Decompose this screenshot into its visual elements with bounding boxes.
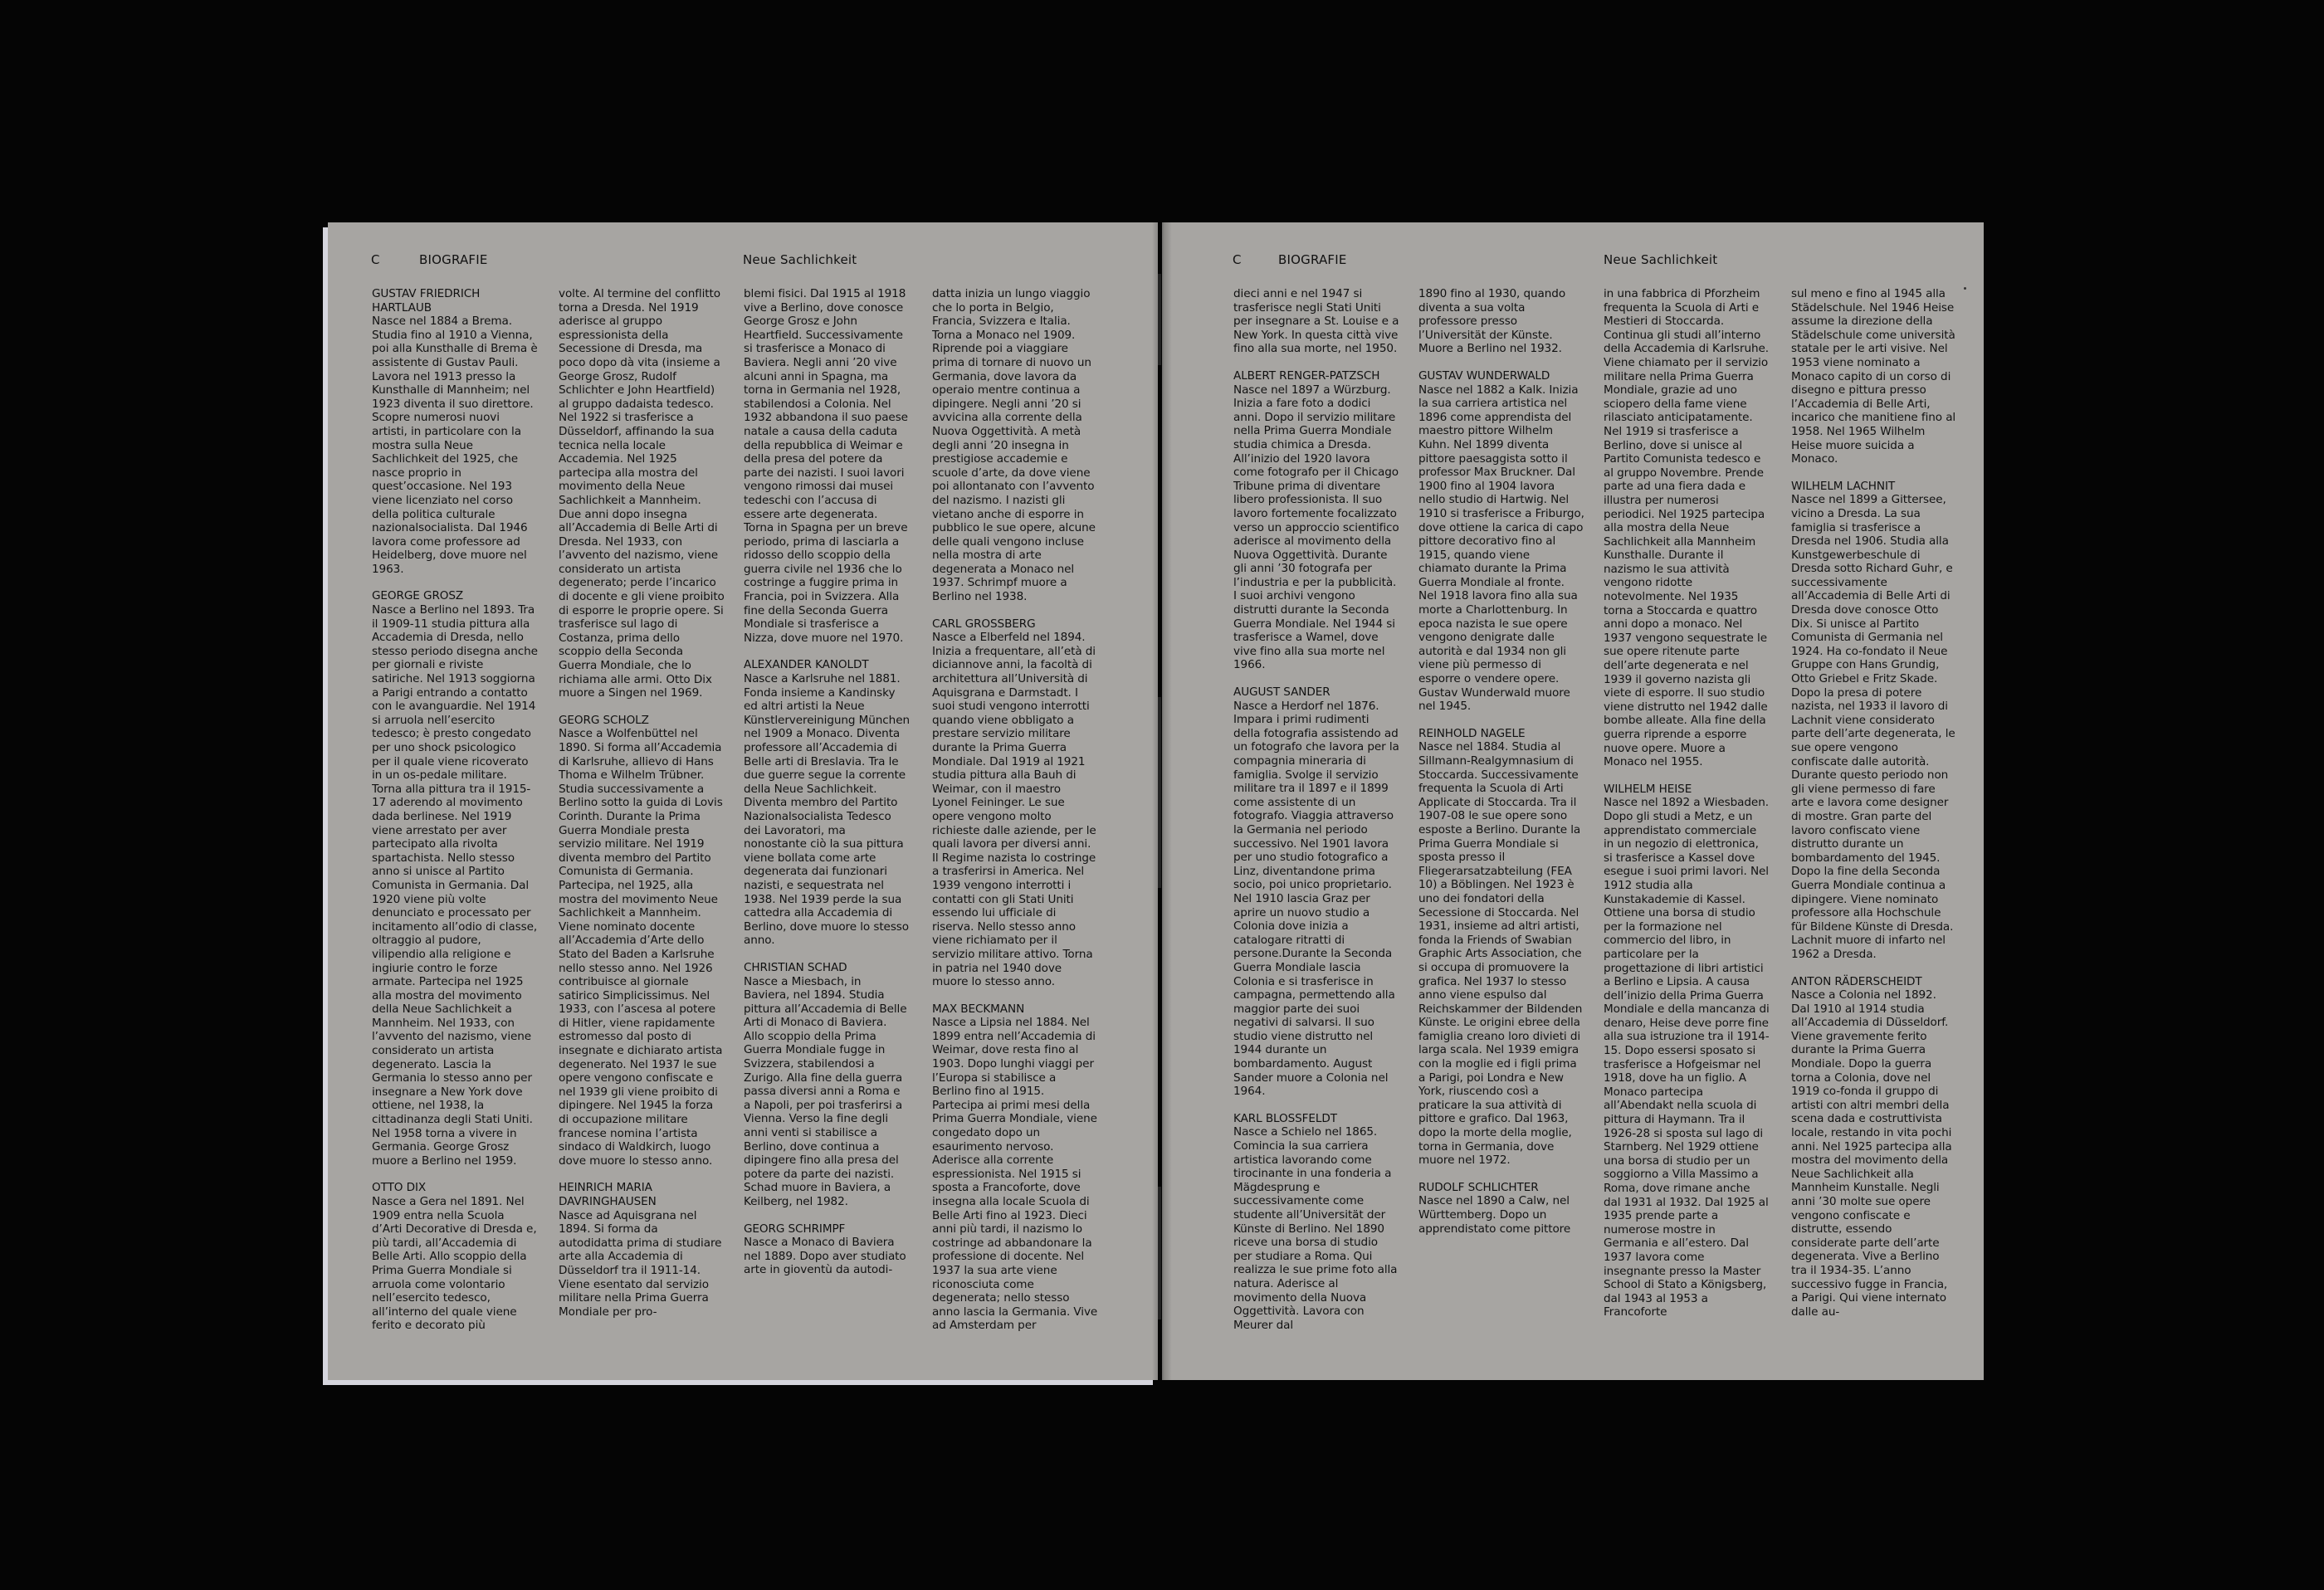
text-column: [932, 287, 1098, 1358]
biography-paragraph: GEORG SCHRIMPF Nasce a Monaco di Baviera nel 1889. Dopo aver studiato arte in gioventù da autodi-: [744, 1222, 906, 1277]
biography-paragraph: sul meno e fino al 1945 alla Städelschule. Nel 1946 Heise assume la direzione della Städelschule come università statale per le arti visive. Nel 1953 viene nominato a Monaco capito di un corso di disegno e pittura presso l’Accademia di Belle Arti, incarico che manitiene fino al 1958. Nel 1965 Wilhelm Heise muore suicida a Monaco.: [1791, 287, 1956, 466]
biography-paragraph: REINHOLD NAGELE Nasce nel 1884. Studia al Sillmann-Realgymnasium di Stoccarda. Successivamente frequenta la Scuola di Arti Applicate di Stoccarda. Tra il 1907-08 le sue opere sono esposte a Berlino. Durante la Prima Guerra Mondiale si sposta presso il Fliegerarsatzabteilung (FEA 10) a Böblingen. Nel 1923 è uno dei fondatori della Secessione di Stoccarda. Nel 1931, insieme ad altri artisti, fonda la Friends of Swabian Graphic Arts Association, che si occupa di promuovere la grafica. Nel 1937 lo stesso anno viene espulso dal Reichskammer der Bildenden Künste. Le origini ebree della famiglia creano loro divieti di larga scala. Nel 1939 emigra con la moglie ed i figli prima a Parigi, poi Londra e New York, riuscendo così a praticare la sua attività di pittore e grafico. Dal 1963, dopo la morte della moglie, torna in Germania, dove muore nel 1972.: [1418, 726, 1583, 1168]
biography-paragraph: blemi fisici. Dal 1915 al 1918 vive a Berlino, dove conosce George Grosz e John Heartfield. Successivamente si trasferisce a Monaco di Baviera. Negli anni ’20 vive alcuni anni in Spagna, ma torna in Germania nel 1928, stabilendosi a Colonia. Nel 1932 abbandona il suo paese natale a causa della caduta della repubblica di Weimar e della presa del potere da parte dei nazisti. I suoi lavori vengono rimossi dai musei tedeschi con l’accusa di essere arte degenerata. Torna in Spagna per un breve periodo, prima di lasciarla a ridosso dello scoppio della guerra civile nel 1936 che lo costringe a fuggire prima in Francia, poi in Svizzera. Alla fine della Seconda Guerra Mondiale si trasferisce a Nizza, dove muore nel 1970.: [744, 287, 908, 645]
biography-paragraph: volte. Al termine del conflitto torna a Dresda. Nel 1919 aderisce al gruppo espressionista della Secessione di Dresda, ma poco dopo dà vita (insieme a George Grosz, Rudolf Schlichter e John Heartfield) al gruppo dadaista tedesco. Nel 1922 si trasferisce a Düsseldorf, affinando la sua tecnica nella locale Accademia. Nel 1925 partecipa alla mostra del movimento della Neue Sachlichkeit a Mannheim. Due anni dopo insegna all’Accademia di Belle Arti di Dresda. Nel 1933, con l’avvento del nazismo, viene considerato un artista degenerato; perde l’incarico di docente e gli viene proibito di esporre le proprie opere. Si trasferisce sul lago di Costanza, prima dello scoppio della Seconda Guerra Mondiale, che lo richiama alle armi. Otto Dix muore a Singen nel 1969.: [559, 287, 725, 700]
text-column: [1604, 287, 1770, 1358]
staple: [1158, 1187, 1161, 1319]
biography-paragraph: HEINRICH MARIA DAVRINGHAUSEN Nasce ad Aquisgrana nel 1894. Si forma da autodidatta prima di studiare arte alla Accademia di Düsseldorf tra il 1911-14. Viene esentato dal servizio militare nella Prima Guerra Mondiale per pro-: [559, 1181, 722, 1319]
biography-paragraph: CARL GROSSBERG Nasce a Elberfeld nel 1894. Inizia a frequentare, all’età di diciannove anni, la facoltà di architettura all’Università di Aquisgrana e Darmstadt. I suoi studi vengono interrotti quando viene obbligato a prestare servizio militare durante la Prima Guerra Mondiale. Dal 1919 al 1921 studia pittura alla Bauh di Weimar, con il maestro Lyonel Feininger. Le sue opere vengono molto richieste dalle aziende, per le quali lavora per diversi anni. Il Regime nazista lo costringe a trasferirsi in America. Nel 1939 vengono interrotti i contatti con gli Stati Uniti essendo lui ufficiale di riserva. Nello stesso anno viene richiamato per il servizio militare attivo. Torna in patria nel 1940 dove muore lo stesso anno.: [932, 617, 1096, 989]
biography-paragraph: CHRISTIAN SCHAD Nasce a Miesbach, in Baviera, nel 1894. Studia pittura all’Accademia di Belle Arti di Monaco di Baviera. Allo scoppio della Prima Guerra Mondiale fugge in Svizzera, stabilendosi a Zurigo. Alla fine della guerra passa diversi anni a Roma e a Napoli, per poi trasferirsi a Vienna. Verso la fine degli anni venti si stabilisce a Berlino, dove continua a dipingere fino alla presa del potere da parte dei nazisti. Schad muore in Baviera, a Keilberg, nel 1982.: [744, 960, 907, 1208]
biography-paragraph: ANTON RÄDERSCHEIDT Nasce a Colonia nel 1892. Dal 1910 al 1914 studia all’Accademia di Düsseldorf. Viene gravemente ferito durante la Prima Guerra Mondiale. Dopo la guerra torna a Colonia, dove nel 1919 co-fonda il gruppo di artisti con altri membri della scena dada e costruttivista locale, restando in vita pochi anni. Nel 1925 partecipa alla mostra del movimento della Neue Sachlichkeit alla Mannheim Kunstalle. Negli anni ’30 molte sue opere vengono confiscate e distrutte, essendo considerate parte dell’arte degenerata. Vive a Berlino tra il 1934-35. L’anno successivo fugge in Francia, a Parigi. Qui viene internato dalle au-: [1791, 974, 1952, 1319]
biography-paragraph: ALBERT RENGER-PATZSCH Nasce nel 1897 a Würzburg. Inizia a fare foto a dodici anni. Dopo il servizio militare nella Prima Guerra Mondiale studia chimica a Dresda. All’inizio del 1920 lavora come fotografo per il Chicago Tribune prima di diventare libero professionista. Il suo lavoro fortemente focalizzato verso un approccio scientifico aderisce al movimento della Nuova Oggettività. Durante gli anni ’30 fotografa per l’industria e per la pubblicità. I suoi archivi vengono distrutti durante la Seconda Guerra Mondiale. Nel 1944 si trasferisce a Wamel, dove vive fino alla sua morte nel 1966.: [1233, 368, 1399, 672]
text-column: [744, 287, 910, 1358]
staple: [1158, 274, 1161, 365]
biography-paragraph: GEORG SCHOLZ Nasce a Wolfenbüttel nel 1890. Si forma all’Accademia di Karlsruhe, allievo di Hans Thoma e Wilhelm Trübner. Studia successivamente a Berlino sotto la guida di Lovis Corinth. Durante la Prima Guerra Mondiale presta servizio militare. Nel 1919 diventa membro del Partito Comunista di Germania. Partecipa, nel 1925, alla mostra del movimento Neue Sachlichkeit a Mannheim. Viene nominato docente all’Accademia d’Arte dello Stato del Baden a Karlsruhe nello stesso anno. Nel 1926 contribuisce al giornale satirico Simplicissimus. Nel 1933, con l’ascesa al potere di Hitler, viene rapidamente estromesso dal posto di insegnate e dichiarato artista degenerato. Nel 1937 le sue opere vengono confiscate e nel 1939 gli viene proibito di dipingere. Nel 1945 la forza di occupazione militare francese nomina l’artista sindaco di Waldkirch, luogo dove muore lo stesso anno.: [559, 713, 723, 1168]
biography-paragraph: dieci anni e nel 1947 si trasferisce negli Stati Uniti per insegnare a St. Louise e a New York. In questa città vive fino alla sua morte, nel 1950.: [1233, 287, 1399, 356]
biography-paragraph: GEORGE GROSZ Nasce a Berlino nel 1893. Tra il 1909-11 studia pittura alla Accademia di Dresda, nello stesso periodo disegna anche per giornali e riviste satiriche. Nel 1913 soggiorna a Parigi entrando a contatto con le avanguardie. Nel 1914 si arruola nell’esercito tedesco; è presto congedato per uno shock psicologico per il quale viene ricoverato in un os-pedale militare. Torna alla pittura tra il 1915-17 aderendo al movimento dada berlinese. Nel 1919 viene arrestato per aver partecipato alla rivolta spartachista. Nello stesso anno si unisce al Partito Comunista in Germania. Dal 1920 viene più volte denunciato e processato per incitamento all’odio di classe, oltraggio al pudore, vilipendio alla religione e ingiurie contro le forze armate. Partecipa nel 1925 alla mostra del movimento della Neue Sachlichkeit a Mannheim. Nel 1933, con l’avvento del nazismo, viene considerato un artista degenerato. Lascia la Germania lo stesso anno per insegnare a New York dove ottiene, nel 1938, la cittadinanza degli Stati Uniti. Nel 1958 torna a vivere in Germania. George Grosz muore a Berlino nel 1959.: [372, 589, 538, 1168]
biography-paragraph: datta inizia un lungo viaggio che lo porta in Belgio, Francia, Svizzera e Italia. Torna a Monaco nel 1909. Riprende poi a viaggiare prima di tornare di nuovo un Germania, dove lavora da operaio mentre continua a dipingere. Negli anni ’20 si avvicina alla corrente della Nuova Oggettività. A metà degli anni ’20 insegna in prestigiose accademie e scuole d’arte, da dove viene poi allontanato con l’avvento del nazismo. I nazisti gli vietano anche di esporre in pubblico le sue opere, alcune delle quali vengono incluse nella mostra di arte degenerata a Monaco nel 1937. Schrimpf muore a Berlino nel 1938.: [932, 287, 1096, 604]
page-speck: [1964, 287, 1966, 290]
biography-paragraph: WILHELM LACHNIT Nasce nel 1899 a Gittersee, vicino a Dresda. La sua famiglia si trasferisce a Dresda nel 1906. Studia alla Kunstgewerbeschule di Dresda sotto Richard Guhr, e successivamente all’Accademia di Belle Arti di Dresda dove conosce Otto Dix. Si unisce al Partito Comunista di Germania nel 1924. Ha co-fondato il Neue Gruppe con Hans Grundig, Otto Griebel e Fritz Skade. Dopo la presa di potere nazista, nel 1933 il lavoro di Lachnit viene considerato parte dell’arte degenerata, le sue opere vengono confiscate dalle autorità. Durante questo periodo non gli viene permesso di fare arte e lavora come designer di mostre. Gran parte del lavoro confiscato viene distrutto durante un bombardamento del 1945. Dopo la fine della Seconda Guerra Mondiale continua a dipingere. Viene nominato professore alla Hochschule für Bildene Künste di Dresda. Lachnit muore di infarto nel 1962 a Dresda.: [1791, 479, 1955, 961]
book-gutter: [1152, 222, 1172, 1380]
biography-paragraph: 1890 fino al 1930, quando diventa a sua volta professore presso l’Universität der Künste. Muore a Berlino nel 1932.: [1418, 287, 1566, 356]
text-column: [1791, 287, 1957, 1358]
biography-paragraph: ALEXANDER KANOLDT Nasce a Karlsruhe nel 1881. Fonda insieme a Kandinsky ed altri artisti la Neue Künstlervereinigung München nel 1909 a Monaco. Diventa professore all’Accademia di Belle arti di Breslavia. Tra le due guerre segue la corrente della Neue Sachlichkeit. Diventa membro del Partito Nazionalsocialista Tedesco dei Lavoratori, ma nonostante ciò la sua pittura viene bollata come arte degenerata dai funzionari nazisti, e sequestrata nel 1938. Nel 1939 perde la sua cattedra alla Accademia di Berlino, dove muore lo stesso anno.: [744, 658, 910, 948]
staple: [1158, 697, 1161, 888]
right-page: [1162, 222, 1984, 1380]
biography-paragraph: OTTO DIX Nasce a Gera nel 1891. Nel 1909 entra nella Scuola d’Arti Decorative di Dresda e, più tardi, all’Accademia di Belle Arti. Allo scoppio della Prima Guerra Mondiale si arruola come volontario nell’esercito tedesco, all’interno del quale viene ferito e decorato più: [372, 1181, 537, 1333]
biography-paragraph: AUGUST SANDER Nasce a Herdorf nel 1876. Impara i primi rudimenti della fotografia assistendo ad un fotografo che lavora per la compagnia mineraria di famiglia. Svolge il servizio militare tra il 1897 e il 1899 come assistente di un fotografo. Viaggia attraverso la Germania nel periodo successivo. Nel 1901 lavora per uno studio fotografico a Linz, diventandone prima socio, poi unico proprietario. Nel 1910 lascia Graz per aprire un nuovo studio a Colonia dove inizia a catalogare ritratti di persone.Durante la Seconda Guerra Mondiale lascia Colonia e si trasferisce in campagna, permettendo alla maggior parte dei suoi negativi di salvarsi. Il suo studio viene distrutto nel 1944 durante un bombardamento. August Sander muore a Colonia nel 1964.: [1233, 685, 1399, 1099]
header-title: Neue Sachlichkeit: [1604, 252, 1718, 267]
header-section: BIOGRAFIE: [419, 252, 488, 267]
header-section: BIOGRAFIE: [1278, 252, 1347, 267]
header-title: Neue Sachlichkeit: [743, 252, 857, 267]
biography-paragraph: GUSTAV FRIEDRICH HARTLAUB Nasce nel 1884 a Brema. Studia fino al 1910 a Vienna, poi alla Kunsthalle di Brema è assistente di Gustav Pauli. Lavora nel 1913 presso la Kunsthalle di Mannheim; nel 1923 diventa il suo direttore. Scopre numerosi nuovi artisti, in particolare con la mostra sulla Neue Sachlichkeit del 1925, che nasce proprio in quest’occasione. Nel 193 viene licenziato nel corso della politica culturale nazionalsocialista. Dal 1946 lavora come professore ad Heidelberg, dove muore nel 1963.: [372, 287, 538, 576]
biography-paragraph: RUDOLF SCHLICHTER Nasce nel 1890 a Calw, nel Württemberg. Dopo un apprendistato come pittore: [1418, 1180, 1571, 1236]
biography-paragraph: KARL BLOSSFELDT Nasce a Schielo nel 1865. Comincia la sua carriera artistica lavorando come tirocinante in una fonderia a Mägdesprung e successivamente come studente all’Universität der Künste di Berlino. Nel 1890 riceve una borsa di studio per studiare a Roma. Qui realizza le sue prime foto alla natura. Aderisce al movimento della Nuova Oggettività. Lavora con Meurer dal: [1233, 1111, 1398, 1332]
text-column: [1418, 287, 1584, 1358]
text-column: [372, 287, 538, 1358]
biography-paragraph: MAX BECKMANN Nasce a Lipsia nel 1884. Nel 1899 entra nell’Accademia di Weimar, dove resta fino al 1903. Dopo lunghi viaggi per l’Europa si stabilisce a Berlino fino al 1915. Partecipa ai primi mesi della Prima Guerra Mondiale, viene congedato dopo un esaurimento nervoso. Aderisce alla corrente espressionista. Nel 1915 si sposta a Francoforte, dove insegna alla locale Scuola di Belle Arti fino al 1923. Dieci anni più tardi, il nazismo lo costringe ad abbandonare la professione di docente. Nel 1937 la sua arte viene riconosciuta come degenerata; nello stesso anno lascia la Germania. Vive ad Amsterdam per: [932, 1002, 1098, 1333]
text-column: [1233, 287, 1399, 1358]
biography-paragraph: in una fabbrica di Pforzheim frequenta la Scuola di Arti e Mestieri di Stoccarda. Continua gli studi all’interno della Accademia di Karlsruhe. Viene chiamato per il servizio militare nella Prima Guerra Mondiale, grazie ad uno sciopero della fame viene rilasciato anticipatamente. Nel 1919 si trasferisce a Berlino, dove si unisce al Partito Comunista tedesco e al gruppo Novembre. Prende parte ad una fiera dada e illustra per numerosi periodici. Nel 1925 partecipa alla mostra della Neue Sachlichkeit alla Mannheim Kunsthalle. Durante il nazismo le sua attività vengono ridotte notevolmente. Nel 1935 torna a Stoccarda e quattro anni dopo a monaco. Nel 1937 vengono sequestrate le sue opere ritenute parte dell’arte degenerata e nel 1939 il governo nazista gli viete di esporre. Il suo studio viene distrutto nel 1942 dalle bombe alleate. Alla fine della guerra riprende a esporre nuove opere. Muore a Monaco nel 1955.: [1604, 287, 1769, 769]
left-page: [328, 222, 1158, 1380]
biography-paragraph: WILHELM HEISE Nasce nel 1892 a Wiesbaden. Dopo gli studi a Metz, e un apprendistato commerciale in un negozio di elettronica, si trasferisce a Kassel dove esegue i suoi primi lavori. Nel 1912 studia alla Kunstakademie di Kassel. Ottiene una borsa di studio per la formazione nel commercio del libro, in particolare per la progettazione di libri artistici a Berlino e Lipsia. A causa dell’inizio della Prima Guerra Mondiale e della mancanza di denaro, Heise deve porre fine alla sua istruzione tra il 1914-15. Dopo essersi sposato si trasferisce a Hofgeismar nel 1918, dove ha un figlio. A Monaco partecipa all’Abendakt nella scuola di pittura di Haymann. Tra il 1926-28 si sposta sul lago di Starnberg. Nel 1929 ottiene una borsa di studio per un soggiorno a Villa Massimo a Roma, dove rimane anche dal 1931 al 1932. Dal 1925 al 1935 prende parte a numerose mostre in Germania e all’estero. Dal 1937 lavora come insegnante presso la Master School di Stato a Königsberg, dal 1943 al 1953 a Francoforte: [1604, 782, 1770, 1319]
header-letter: C: [1233, 252, 1242, 267]
biography-paragraph: GUSTAV WUNDERWALD Nasce nel 1882 a Kalk. Inizia la sua carriera artistica nel 1896 come apprendista del maestro pittore Wilhelm Kuhn. Nel 1899 diventa pittore paesaggista sotto il professor Max Bruckner. Dal 1900 fino al 1904 lavora nello studio di Hartwig. Nel 1910 si trasferisce a Friburgo, dove ottiene la carica di capo pittore decorativo fino al 1915, quando viene chiamato durante la Prima Guerra Mondiale al fronte. Nel 1918 lavora fino alla sua morte a Charlottenburg. In epoca nazista le sue opere vengono denigrate dalle autorità e dal 1934 non gli viene più permesso di esporre o vendere opere. Gustav Wunderwald muore nel 1945.: [1418, 368, 1584, 714]
header-letter: C: [371, 252, 380, 267]
text-column: [559, 287, 725, 1358]
